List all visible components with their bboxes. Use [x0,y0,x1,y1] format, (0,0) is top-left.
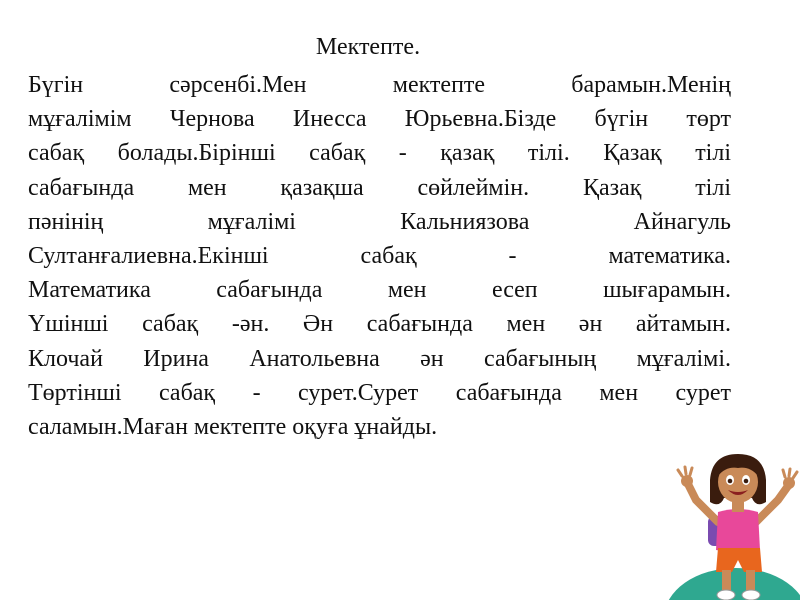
page-title: Мектепте. [315,34,421,60]
text-line: Үшінші сабақ -ән. Ән сабағында мен ән айтамын. [28,311,731,338]
text-line: Клочай Ирина Анатольевна ән сабағының мұғалімі. [28,345,731,372]
text-line: Бүгін сәрсенбі.Мен мектепте барамын.Менің [28,72,731,98]
text-line: сабағында мен қазақша сөйлеймін. Қазақ тілі [28,174,731,201]
text-line: пәнінің мұғалімі Кальниязова Айнагуль [28,208,731,235]
cartoon-girl-icon [660,450,800,600]
text-line: Математика сабағында мен есеп шығарамын. [28,277,731,304]
text-line: саламын.Маған мектепте оқуға ұнайды. [28,414,438,441]
body-text [28,68,731,444]
text-line: Султанғалиевна.Екінші сабақ - математика. [28,243,731,270]
text-line: Төртінші сабақ - сурет.Сурет сабағында мен сурет [28,379,731,406]
text-line: мұғалімім Чернова Инесса Юрьевна.Бізде бүгін төрт [28,106,731,133]
text-line: сабақ болады.Бірінші сабақ - қазақ тілі. Қазақ тілі [28,140,731,167]
